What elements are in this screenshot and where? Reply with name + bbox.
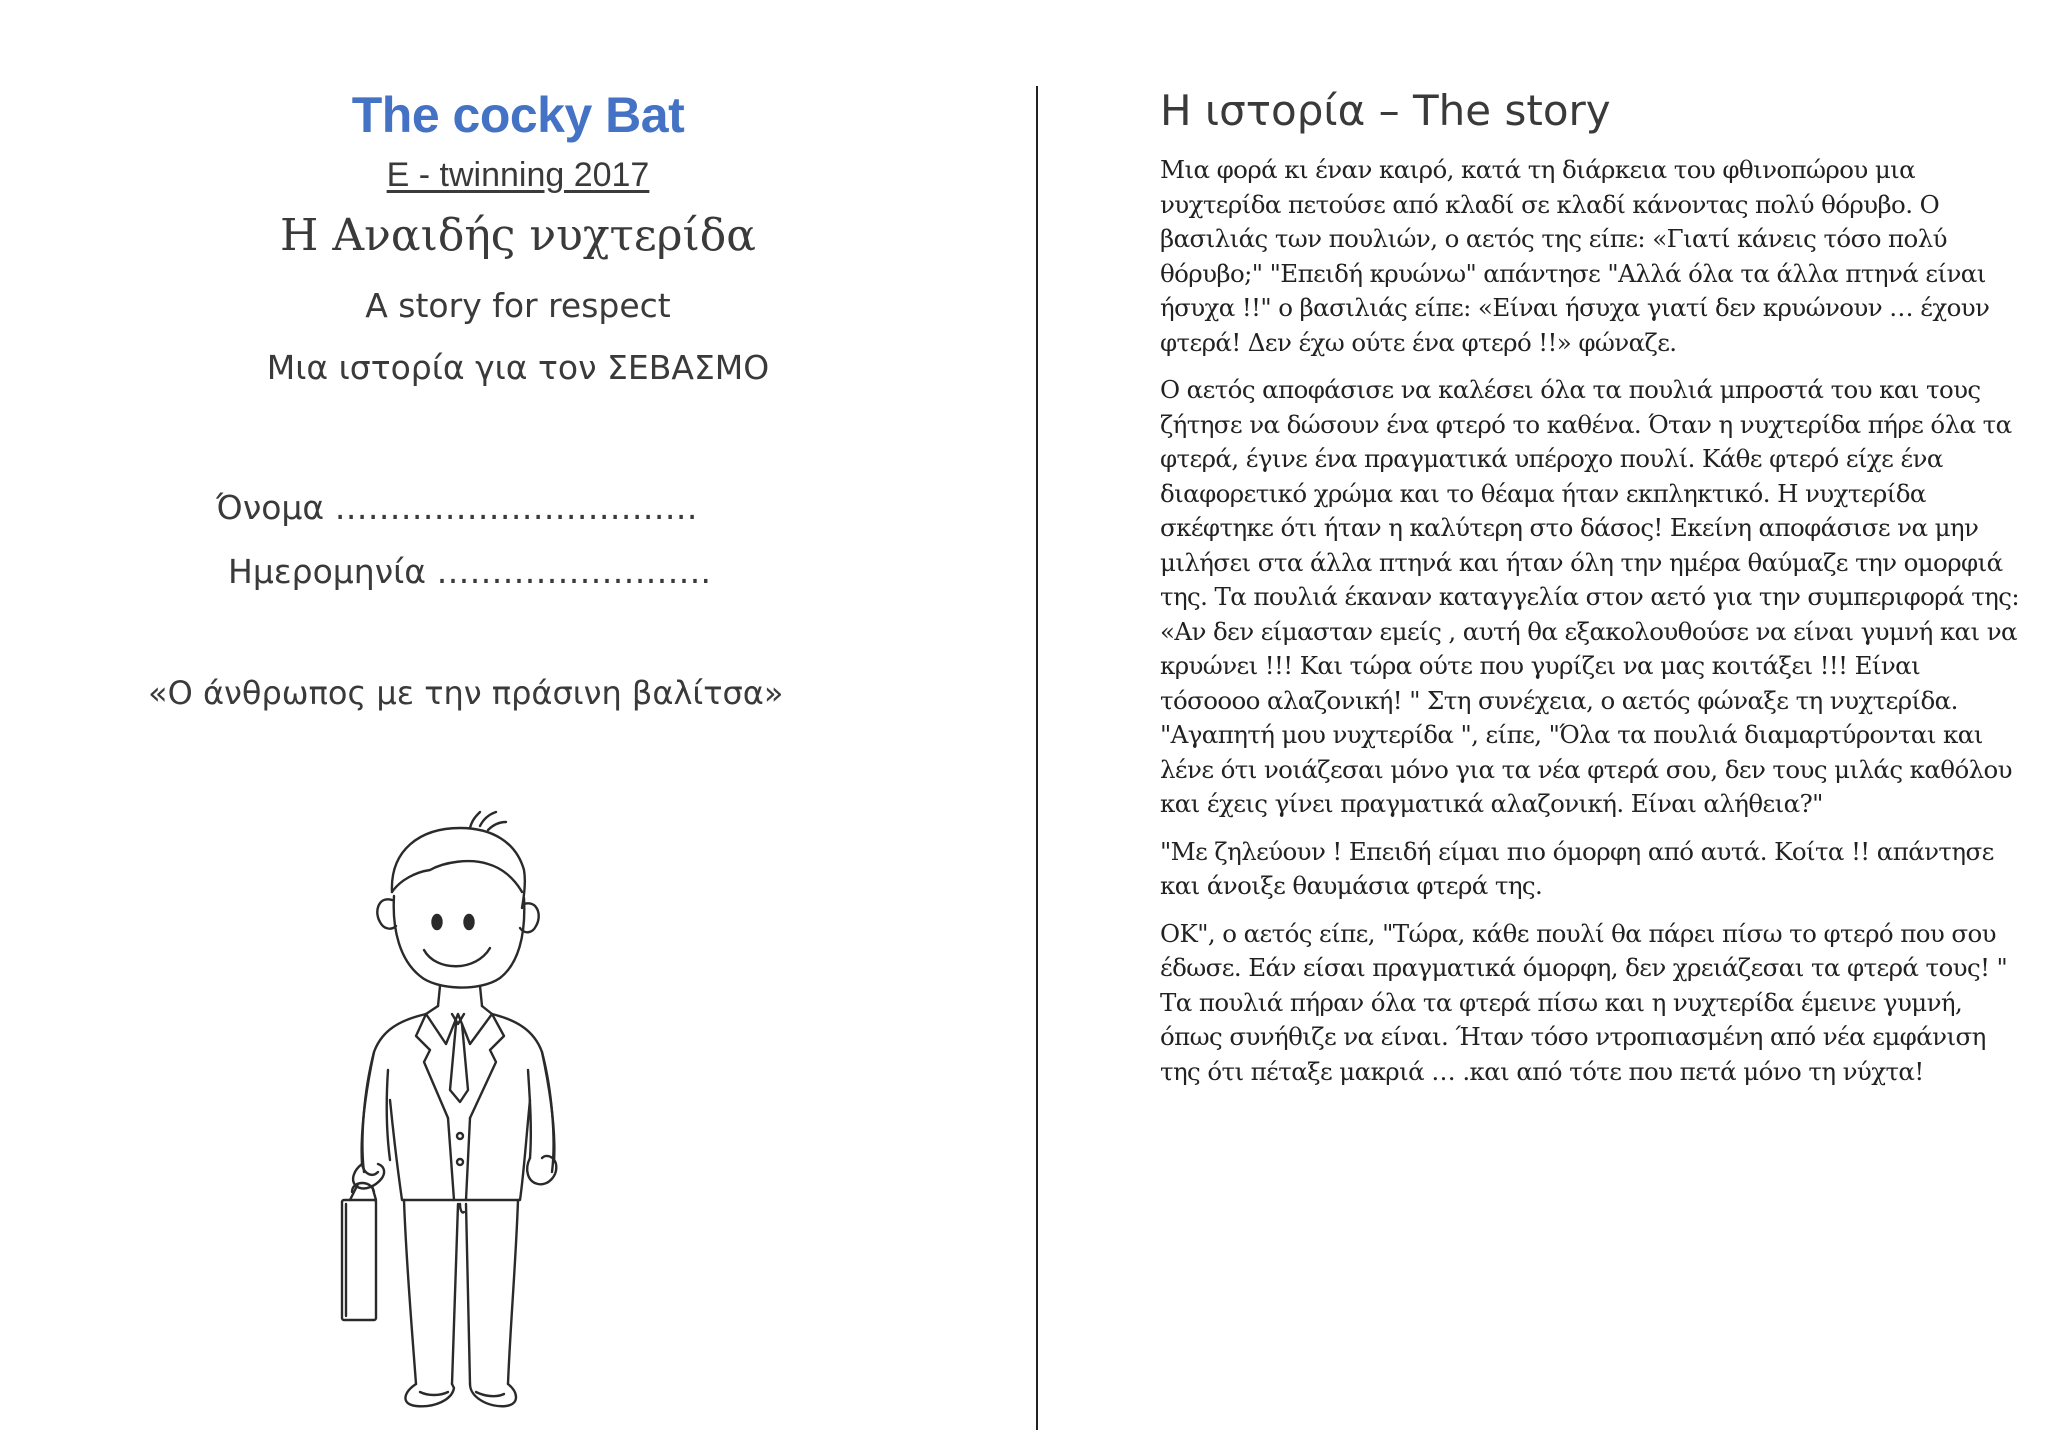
page-divider <box>1036 86 1038 1430</box>
story-paragraph: Ο αετός αποφάσισε να καλέσει όλα τα πουλιά μπροστά του και τους ζήτησε να δώσουν ένα φτερό το καθένα. Όταν η νυχτερίδα πήρε όλα τα φτερά, έγινε ένα πραγματικά υπέροχο πουλί. Κάθε φτερό είχε ένα διαφορετικό χρώμα και το θέαμα ήταν εκπληκτικό. Η νυχτερίδα σκέφτηκε ότι ήταν η καλύτερη στο δάσος! Εκείνη αποφάσισε να μην μιλήσει στα άλλα πτηνά και ήταν όλη την ημέρα θαύμαζε την ομορφιά της. Τα πουλιά έκαναν καταγγελία στον αετό για την συμπεριφορά της: «Αν δεν είμασταν εμείς , αυτή θα εξακολουθούσε να είναι γυμνή και να κρυώνει !!! Και τώρα ούτε που γυρίζει να μας κοιτάξει !!! Είναι τόσοοοο αλαζονική! " Στη συνέχεια, ο αετός φώναξε τη νυχτερίδα. "Αγαπητή μου νυχτερίδα ", είπε, "Όλα τα πουλιά διαμαρτύρονται και λένε ότι νοιάζεσαι μόνο για τα νέα φτερά σου, δεν τους μιλάς καθόλου και έχεις γίνει πραγματικά αλαζονική. Είναι αλήθεια?" <box>1160 375 2020 818</box>
subtitle-etwinning: E - twinning 2017 <box>386 156 650 194</box>
story-for-respect-greek: Μια ιστορία για τον ΣΕΒΑΣΜΟ <box>266 348 770 387</box>
story-page <box>1160 86 2020 1102</box>
story-for-respect: A story for respect <box>365 286 671 325</box>
story-paragraph: "Με ζηλεύουν ! Επειδή είμαι πιο όμορφη από αυτά. Κοίτα !! απάντησε και άνοιξε θαυμάσια φτερά της. <box>1160 836 1994 900</box>
title-english: The cocky Bat <box>351 87 685 143</box>
story-paragraph: ΟΚ", ο αετός είπε, "Τώρα, κάθε πουλί θα πάρει πίσω το φτερό που σου έδωσε. Εάν είσαι πραγματικά όμορφη, δεν χρειάζεσαι τα φτερά τους! " Τα πουλιά πήραν όλα τα φτερά πίσω και η νυχτερίδα έμεινε γυμνή, όπως συνήθιζε να είναι. Ήταν τόσο ντροπιασμένη από νέα εμφάνιση της ότι πέταξε μακριά … .και από τότε που πετά μόνο τη νύχτα! <box>1160 918 2008 1086</box>
man-with-suitcase-drawing <box>320 800 600 1420</box>
story-paragraph: Μια φορά κι έναν καιρό, κατά τη διάρκεια του φθινοπώρου μια νυχτερίδα πετούσε από κλαδί σε κλαδί κάνοντας πολύ θόρυβο. Ο βασιλιάς των πουλιών, ο αετός της είπε: «Γιατί κάνεις τόσο πολύ θόρυβο;" "Επειδή κρυώνω" απάντησε "Αλλά όλα τα άλλα πτηνά είναι ήσυχα !!" ο βασιλιάς είπε: «Είναι ήσυχα γιατί δεν κρυώνουν … έχουν φτερά! Δεν έχω ούτε ένα φτερό !!» φώναζε. <box>1160 155 1990 357</box>
story-heading: Η ιστορία – The story <box>1160 86 1611 135</box>
title-greek: Η Αναιδής νυχτερίδα <box>280 210 756 261</box>
date-field: Ημερομηνία ……………………. <box>228 552 712 591</box>
name-field: Όνομα …………………………… <box>216 488 698 527</box>
book-title: «Ο άνθρωπος με την πράσινη βαλίτσα» <box>148 674 784 712</box>
